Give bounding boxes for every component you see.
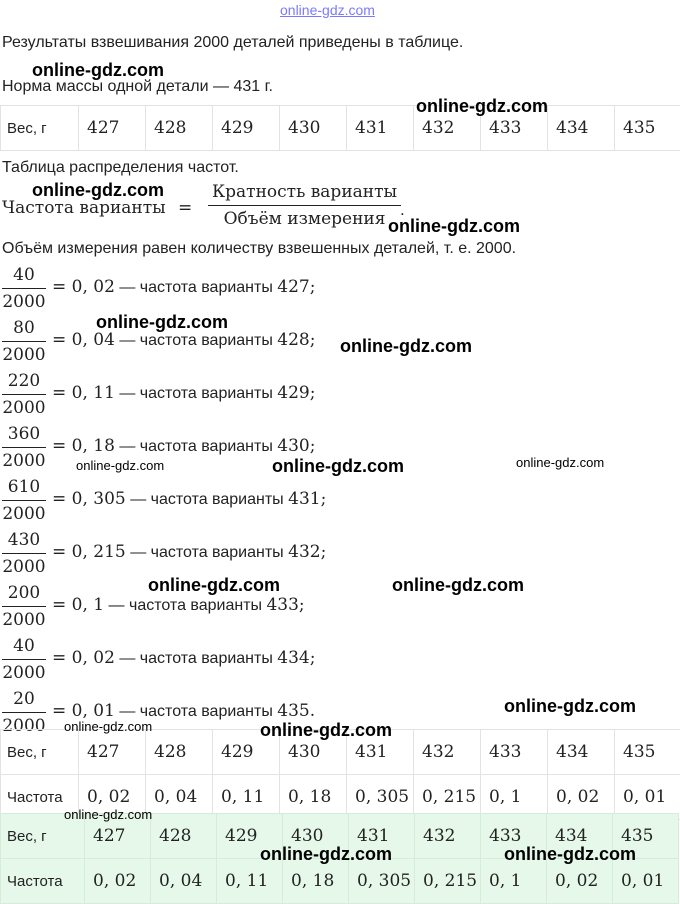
weight-header: Вес, г xyxy=(1,814,85,859)
fraction-description xyxy=(52,542,326,562)
freq-table-title: Таблица распределения частот. xyxy=(2,159,239,177)
answer-table-weight-row xyxy=(1,814,679,859)
fraction-description xyxy=(52,595,305,615)
watermark: online-gdz.com xyxy=(272,456,404,477)
weight-cell: 431 xyxy=(349,814,415,859)
weight-cell: 428 xyxy=(146,106,213,151)
frequency-label: — частота варианты xyxy=(119,703,272,720)
frequency-cell: 0, 305 xyxy=(349,859,415,904)
watermark: online-gdz.com xyxy=(340,336,472,357)
frequency-cell: 432 xyxy=(414,730,481,775)
watermark: online-gdz.com xyxy=(64,807,152,822)
fraction xyxy=(2,317,46,366)
weights-row xyxy=(1,106,680,151)
frequency-cell: 430 xyxy=(280,730,347,775)
frequency-cell: 0, 02 xyxy=(547,859,613,904)
weight-cell: 431 xyxy=(347,106,414,151)
frequency-value: = 0, 1 xyxy=(52,595,104,615)
frequency-cell: 0, 11 xyxy=(213,775,280,820)
frequency-cell: 0, 11 xyxy=(217,859,283,904)
weight-cell: 428 xyxy=(151,814,217,859)
fraction-numerator: 200 xyxy=(2,582,46,604)
watermark: online-gdz.com xyxy=(64,719,152,734)
formula-lhs: Частота варианты xyxy=(2,198,166,218)
fraction xyxy=(2,370,46,419)
frequency-table-weight-row xyxy=(1,730,680,775)
fraction-numerator: 430 xyxy=(2,529,46,551)
variant-value: 431; xyxy=(288,489,326,509)
volume-text: Объём измерения равен количеству взвешенных деталей, т. е. 2000. xyxy=(2,240,516,258)
weight-cell: 429 xyxy=(217,814,283,859)
fraction-denominator: 2000 xyxy=(2,609,46,631)
formula-denominator: Объём измерения xyxy=(208,209,401,229)
weight-header: Вес, г xyxy=(1,730,79,775)
fraction-denominator: 2000 xyxy=(2,503,46,525)
frequency-cell: 0, 215 xyxy=(414,775,481,820)
frequency-cell: 434 xyxy=(548,730,615,775)
frequency-value: = 0, 02 xyxy=(52,277,115,297)
frequency-cell: 0, 02 xyxy=(548,775,615,820)
fraction-description xyxy=(52,436,315,456)
fraction-bar xyxy=(2,394,46,395)
weight-cell: 433 xyxy=(481,814,547,859)
frequency-value: = 0, 02 xyxy=(52,648,115,668)
frequency-label: — частота варианты xyxy=(130,544,283,561)
frequency-cell: 0, 1 xyxy=(481,775,548,820)
watermark: online-gdz.com xyxy=(96,312,228,333)
variant-value: 430; xyxy=(277,436,315,456)
fraction xyxy=(2,423,46,472)
fraction-numerator: 610 xyxy=(2,476,46,498)
frequency-cell: 427 xyxy=(79,730,146,775)
frequency-cell: 0, 305 xyxy=(347,775,414,820)
watermark: online-gdz.com xyxy=(32,180,164,201)
frequency-value: = 0, 04 xyxy=(52,330,115,350)
site-link[interactable]: online-gdz.com xyxy=(280,2,375,18)
frequency-cell: 0, 02 xyxy=(79,775,146,820)
variant-value: 428; xyxy=(277,330,315,350)
frequency-cell: 0, 215 xyxy=(415,859,481,904)
fraction-bar xyxy=(2,288,46,289)
frequency-label: — частота варианты xyxy=(119,332,272,349)
weights-table xyxy=(0,105,680,151)
fraction-denominator: 2000 xyxy=(2,450,46,472)
fraction-numerator: 220 xyxy=(2,370,46,392)
weight-cell: 429 xyxy=(213,106,280,151)
fraction xyxy=(2,264,46,313)
weight-cell: 430 xyxy=(280,106,347,151)
formula-numerator: Кратность варианты xyxy=(208,182,401,202)
answer-table-freq-row xyxy=(1,859,679,904)
fraction-bar xyxy=(2,553,46,554)
frequency-header: Частота xyxy=(1,859,85,904)
frequency-table xyxy=(0,729,680,820)
watermark: online-gdz.com xyxy=(148,575,280,596)
frequency-label: — частота варианты xyxy=(130,491,283,508)
variant-value: 429; xyxy=(277,383,315,403)
formula-end: . xyxy=(400,200,405,220)
frequency-cell: 0, 18 xyxy=(280,775,347,820)
frequency-value: = 0, 305 xyxy=(52,489,126,509)
watermark: online-gdz.com xyxy=(504,696,636,717)
fraction-numerator: 360 xyxy=(2,423,46,445)
fraction-bar xyxy=(2,606,46,607)
frequency-label: — частота варианты xyxy=(119,279,272,296)
intro-line-2: Норма массы одной детали — 431 г. xyxy=(2,78,273,96)
fraction-numerator: 80 xyxy=(2,317,46,339)
fraction xyxy=(2,635,46,684)
fraction-denominator: 2000 xyxy=(2,556,46,578)
fraction-description xyxy=(52,701,315,721)
fraction-bar xyxy=(2,712,46,713)
fraction xyxy=(2,476,46,525)
frequency-cell: 0, 18 xyxy=(283,859,349,904)
weight-cell: 430 xyxy=(283,814,349,859)
fraction-bar xyxy=(2,500,46,501)
frequency-label: — частота варианты xyxy=(119,650,272,667)
watermark: online-gdz.com xyxy=(76,458,164,473)
watermark: online-gdz.com xyxy=(260,844,392,865)
frequency-value: = 0, 11 xyxy=(52,383,115,403)
fraction-numerator: 40 xyxy=(2,264,46,286)
fraction-bar xyxy=(2,659,46,660)
frequency-label: — частота варианты xyxy=(119,385,272,402)
watermark: online-gdz.com xyxy=(392,575,524,596)
answer-table xyxy=(0,813,679,904)
watermark: online-gdz.com xyxy=(32,60,164,81)
fraction-numerator: 40 xyxy=(2,635,46,657)
frequency-value: = 0, 215 xyxy=(52,542,126,562)
frequency-cell: 429 xyxy=(213,730,280,775)
fraction-bar xyxy=(2,341,46,342)
watermark: online-gdz.com xyxy=(388,216,520,237)
weight-header: Вес, г xyxy=(1,106,79,151)
weight-cell: 432 xyxy=(414,106,481,151)
fraction-description xyxy=(52,648,315,668)
frequency-cell: 435 xyxy=(615,730,680,775)
variant-value: 434; xyxy=(277,648,315,668)
fraction-denominator: 2000 xyxy=(2,344,46,366)
frequency-label: — частота варианты xyxy=(109,597,262,614)
watermark: online-gdz.com xyxy=(516,455,604,470)
fraction xyxy=(2,529,46,578)
watermark: online-gdz.com xyxy=(260,720,392,741)
fraction xyxy=(2,582,46,631)
weight-cell: 427 xyxy=(79,106,146,151)
weight-cell: 434 xyxy=(547,814,613,859)
frequency-value: = 0, 18 xyxy=(52,436,115,456)
formula-equals: = xyxy=(178,198,192,218)
frequency-formula xyxy=(2,182,422,236)
fraction-denominator: 2000 xyxy=(2,291,46,313)
weight-cell: 433 xyxy=(481,106,548,151)
frequency-cell: 0, 1 xyxy=(481,859,547,904)
variant-value: 427; xyxy=(277,277,315,297)
weight-cell: 435 xyxy=(613,814,679,859)
frequency-cell: 0, 04 xyxy=(151,859,217,904)
frequency-cell: 428 xyxy=(146,730,213,775)
variant-value: 435. xyxy=(277,701,315,721)
frequency-cell: 433 xyxy=(481,730,548,775)
watermark: online-gdz.com xyxy=(416,96,548,117)
frequency-label: — частота варианты xyxy=(119,438,272,455)
formula-fraction xyxy=(208,182,401,229)
fraction-denominator: 2000 xyxy=(2,662,46,684)
fraction-denominator: 2000 xyxy=(2,715,46,737)
fraction-description xyxy=(52,330,315,350)
frequency-cell: 0, 02 xyxy=(85,859,151,904)
weight-cell: 432 xyxy=(415,814,481,859)
fraction-description xyxy=(52,277,315,297)
variant-value: 432; xyxy=(288,542,326,562)
fraction-denominator: 2000 xyxy=(2,397,46,419)
frequency-cell: 0, 01 xyxy=(615,775,680,820)
fraction-description xyxy=(52,383,315,403)
frequency-cell: 0, 01 xyxy=(613,859,679,904)
fraction-bar xyxy=(208,205,401,206)
frequency-cell: 0, 04 xyxy=(146,775,213,820)
watermark: online-gdz.com xyxy=(504,844,636,865)
fraction-bar xyxy=(2,447,46,448)
intro-line-1: Результаты взвешивания 2000 деталей приведены в таблице. xyxy=(2,34,463,52)
variant-value: 433; xyxy=(266,595,304,615)
weight-cell: 434 xyxy=(548,106,615,151)
fraction-numerator: 20 xyxy=(2,688,46,710)
fraction-description xyxy=(52,489,326,509)
weight-cell: 435 xyxy=(615,106,680,151)
frequency-cell: 431 xyxy=(347,730,414,775)
weight-cell: 427 xyxy=(85,814,151,859)
frequency-value: = 0, 01 xyxy=(52,701,115,721)
frequency-header: Частота xyxy=(1,775,79,820)
